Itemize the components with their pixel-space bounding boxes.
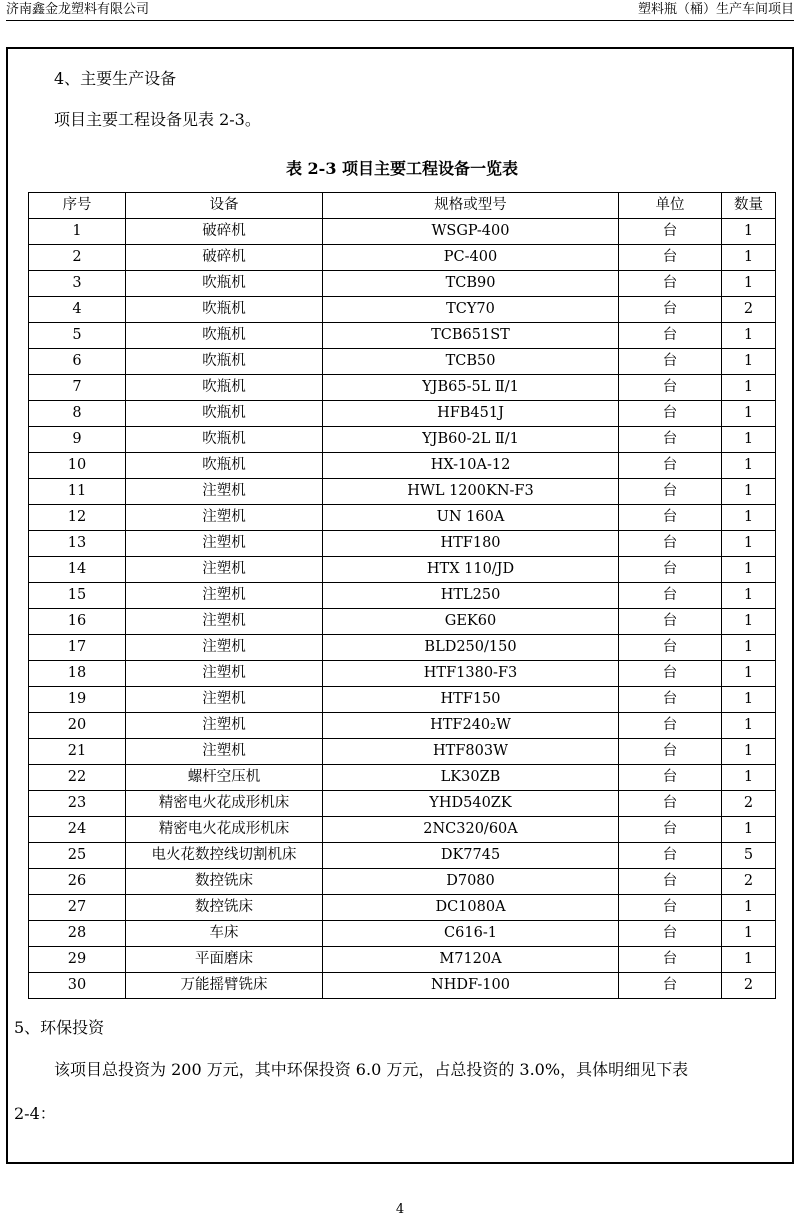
cell-model: YHD540ZK	[323, 791, 619, 817]
cell-index: 6	[29, 349, 126, 375]
cell-equipment: 车床	[126, 921, 323, 947]
cell-equipment: 吹瓶机	[126, 349, 323, 375]
cell-equipment: 破碎机	[126, 219, 323, 245]
cell-index: 12	[29, 505, 126, 531]
cell-index: 15	[29, 583, 126, 609]
cell-equipment: 数控铣床	[126, 895, 323, 921]
cell-model: TCY70	[323, 297, 619, 323]
cell-model: HX-10A-12	[323, 453, 619, 479]
cell-model: BLD250/150	[323, 635, 619, 661]
cell-model: TCB90	[323, 271, 619, 297]
cell-quantity: 1	[722, 245, 776, 271]
table-row	[29, 453, 776, 479]
cell-quantity: 1	[722, 219, 776, 245]
section-5-paragraph-line1: 该项目总投资为 200 万元，其中环保投资 6.0 万元，占总投资的 3.0%，具体明细见下表	[54, 1060, 689, 1079]
cell-quantity: 1	[722, 921, 776, 947]
table-row	[29, 219, 776, 245]
cell-equipment: 吹瓶机	[126, 375, 323, 401]
table-row	[29, 557, 776, 583]
content-frame	[6, 47, 794, 1164]
cell-equipment: 注塑机	[126, 609, 323, 635]
equipment-table	[28, 192, 776, 999]
cell-equipment: 精密电火花成形机床	[126, 791, 323, 817]
cell-equipment: 万能摇臂铣床	[126, 973, 323, 999]
cell-unit: 台	[619, 843, 722, 869]
table-row	[29, 765, 776, 791]
cell-index: 14	[29, 557, 126, 583]
cell-quantity: 1	[722, 557, 776, 583]
cell-index: 13	[29, 531, 126, 557]
cell-unit: 台	[619, 531, 722, 557]
page-number: 4	[395, 1202, 405, 1217]
cell-unit: 台	[619, 791, 722, 817]
cell-unit: 台	[619, 609, 722, 635]
cell-model: HTF150	[323, 687, 619, 713]
cell-quantity: 1	[722, 401, 776, 427]
table-row	[29, 271, 776, 297]
cell-quantity: 1	[722, 947, 776, 973]
table-row	[29, 323, 776, 349]
table-row	[29, 921, 776, 947]
cell-equipment: 吹瓶机	[126, 323, 323, 349]
cell-unit: 台	[619, 713, 722, 739]
cell-unit: 台	[619, 635, 722, 661]
cell-index: 4	[29, 297, 126, 323]
cell-quantity: 5	[722, 843, 776, 869]
page-header	[6, 2, 794, 21]
cell-model: GEK60	[323, 609, 619, 635]
cell-model: NHDF-100	[323, 973, 619, 999]
cell-model: YJB60-2L Ⅱ/1	[323, 427, 619, 453]
cell-unit: 台	[619, 245, 722, 271]
table-row	[29, 297, 776, 323]
cell-unit: 台	[619, 323, 722, 349]
col-header-quantity: 数量	[722, 193, 776, 219]
table-row	[29, 583, 776, 609]
cell-quantity: 1	[722, 609, 776, 635]
cell-unit: 台	[619, 661, 722, 687]
cell-model: TCB651ST	[323, 323, 619, 349]
cell-equipment: 注塑机	[126, 635, 323, 661]
col-header-index: 序号	[29, 193, 126, 219]
cell-index: 20	[29, 713, 126, 739]
cell-equipment: 平面磨床	[126, 947, 323, 973]
cell-unit: 台	[619, 349, 722, 375]
table-row	[29, 869, 776, 895]
table-row	[29, 895, 776, 921]
cell-unit: 台	[619, 869, 722, 895]
col-header-model: 规格或型号	[323, 193, 619, 219]
cell-equipment: 吹瓶机	[126, 297, 323, 323]
cell-equipment: 吹瓶机	[126, 427, 323, 453]
cell-index: 2	[29, 245, 126, 271]
cell-model: TCB50	[323, 349, 619, 375]
cell-equipment: 精密电火花成形机床	[126, 817, 323, 843]
cell-quantity: 1	[722, 453, 776, 479]
cell-model: UN 160A	[323, 505, 619, 531]
table-row	[29, 479, 776, 505]
col-header-unit: 单位	[619, 193, 722, 219]
header-company: 济南鑫金龙塑料有限公司	[6, 2, 150, 17]
cell-equipment: 吹瓶机	[126, 401, 323, 427]
cell-equipment: 注塑机	[126, 661, 323, 687]
cell-index: 5	[29, 323, 126, 349]
cell-index: 17	[29, 635, 126, 661]
cell-equipment: 注塑机	[126, 583, 323, 609]
cell-quantity: 1	[722, 687, 776, 713]
cell-unit: 台	[619, 479, 722, 505]
cell-unit: 台	[619, 947, 722, 973]
cell-model: HTF1380-F3	[323, 661, 619, 687]
cell-unit: 台	[619, 505, 722, 531]
section-4-intro: 项目主要工程设备见表 2-3。	[54, 110, 261, 129]
cell-quantity: 1	[722, 375, 776, 401]
cell-equipment: 注塑机	[126, 479, 323, 505]
cell-model: PC-400	[323, 245, 619, 271]
cell-equipment: 吹瓶机	[126, 271, 323, 297]
cell-model: HTF240₂W	[323, 713, 619, 739]
cell-quantity: 1	[722, 479, 776, 505]
section-5-paragraph-line2: 2-4：	[14, 1104, 56, 1123]
cell-quantity: 1	[722, 739, 776, 765]
cell-index: 8	[29, 401, 126, 427]
cell-quantity: 1	[722, 895, 776, 921]
cell-quantity: 1	[722, 635, 776, 661]
cell-quantity: 1	[722, 583, 776, 609]
table-row	[29, 401, 776, 427]
cell-index: 26	[29, 869, 126, 895]
table-row	[29, 817, 776, 843]
cell-unit: 台	[619, 687, 722, 713]
cell-model: HTF803W	[323, 739, 619, 765]
cell-quantity: 1	[722, 713, 776, 739]
table-row	[29, 245, 776, 271]
cell-quantity: 2	[722, 791, 776, 817]
cell-equipment: 注塑机	[126, 531, 323, 557]
cell-unit: 台	[619, 297, 722, 323]
cell-model: HWL 1200KN-F3	[323, 479, 619, 505]
cell-model: WSGP-400	[323, 219, 619, 245]
cell-model: HFB451J	[323, 401, 619, 427]
cell-quantity: 1	[722, 661, 776, 687]
cell-quantity: 1	[722, 349, 776, 375]
cell-equipment: 注塑机	[126, 505, 323, 531]
cell-index: 11	[29, 479, 126, 505]
cell-unit: 台	[619, 921, 722, 947]
table-row	[29, 661, 776, 687]
cell-model: DC1080A	[323, 895, 619, 921]
cell-model: HTX 110/JD	[323, 557, 619, 583]
cell-model: HTF180	[323, 531, 619, 557]
table-header-row	[29, 193, 776, 219]
cell-model: D7080	[323, 869, 619, 895]
table-caption: 表 2-3 项目主要工程设备一览表	[285, 159, 519, 178]
table-row	[29, 947, 776, 973]
cell-unit: 台	[619, 557, 722, 583]
cell-quantity: 2	[722, 297, 776, 323]
cell-unit: 台	[619, 427, 722, 453]
cell-index: 10	[29, 453, 126, 479]
cell-index: 30	[29, 973, 126, 999]
cell-quantity: 1	[722, 323, 776, 349]
cell-quantity: 1	[722, 765, 776, 791]
cell-equipment: 破碎机	[126, 245, 323, 271]
cell-quantity: 1	[722, 817, 776, 843]
cell-unit: 台	[619, 895, 722, 921]
cell-index: 7	[29, 375, 126, 401]
cell-index: 16	[29, 609, 126, 635]
cell-equipment: 数控铣床	[126, 869, 323, 895]
cell-quantity: 1	[722, 427, 776, 453]
table-row	[29, 791, 776, 817]
cell-quantity: 1	[722, 505, 776, 531]
cell-equipment: 电火花数控线切割机床	[126, 843, 323, 869]
table-row	[29, 973, 776, 999]
cell-unit: 台	[619, 375, 722, 401]
cell-model: DK7745	[323, 843, 619, 869]
cell-unit: 台	[619, 583, 722, 609]
cell-index: 27	[29, 895, 126, 921]
cell-index: 29	[29, 947, 126, 973]
cell-quantity: 1	[722, 531, 776, 557]
cell-index: 25	[29, 843, 126, 869]
cell-equipment: 注塑机	[126, 713, 323, 739]
cell-index: 24	[29, 817, 126, 843]
table-row	[29, 427, 776, 453]
cell-index: 1	[29, 219, 126, 245]
cell-unit: 台	[619, 973, 722, 999]
cell-index: 19	[29, 687, 126, 713]
table-row	[29, 739, 776, 765]
cell-model: LK30ZB	[323, 765, 619, 791]
table-row	[29, 609, 776, 635]
section-5-title: 5、环保投资	[14, 1018, 105, 1037]
cell-equipment: 注塑机	[126, 557, 323, 583]
table-row	[29, 687, 776, 713]
cell-quantity: 2	[722, 869, 776, 895]
cell-quantity: 1	[722, 271, 776, 297]
cell-unit: 台	[619, 765, 722, 791]
cell-equipment: 注塑机	[126, 739, 323, 765]
table-row	[29, 375, 776, 401]
header-project: 塑料瓶（桶）生产车间项目	[637, 2, 794, 17]
cell-index: 3	[29, 271, 126, 297]
cell-model: YJB65-5L Ⅱ/1	[323, 375, 619, 401]
section-4-title: 4、主要生产设备	[54, 69, 177, 88]
cell-equipment: 注塑机	[126, 687, 323, 713]
cell-model: HTL250	[323, 583, 619, 609]
cell-unit: 台	[619, 219, 722, 245]
cell-equipment: 吹瓶机	[126, 453, 323, 479]
table-row	[29, 713, 776, 739]
cell-unit: 台	[619, 739, 722, 765]
cell-index: 22	[29, 765, 126, 791]
cell-unit: 台	[619, 453, 722, 479]
table-row	[29, 505, 776, 531]
cell-unit: 台	[619, 271, 722, 297]
cell-model: 2NC320/60A	[323, 817, 619, 843]
table-row	[29, 635, 776, 661]
table-body	[29, 219, 776, 999]
cell-index: 28	[29, 921, 126, 947]
cell-unit: 台	[619, 401, 722, 427]
cell-index: 23	[29, 791, 126, 817]
table-row	[29, 843, 776, 869]
table-row	[29, 531, 776, 557]
cell-index: 9	[29, 427, 126, 453]
cell-equipment: 螺杆空压机	[126, 765, 323, 791]
col-header-equipment: 设备	[126, 193, 323, 219]
cell-unit: 台	[619, 817, 722, 843]
cell-model: M7120A	[323, 947, 619, 973]
cell-quantity: 2	[722, 973, 776, 999]
cell-index: 18	[29, 661, 126, 687]
table-row	[29, 349, 776, 375]
cell-index: 21	[29, 739, 126, 765]
cell-model: C616-1	[323, 921, 619, 947]
